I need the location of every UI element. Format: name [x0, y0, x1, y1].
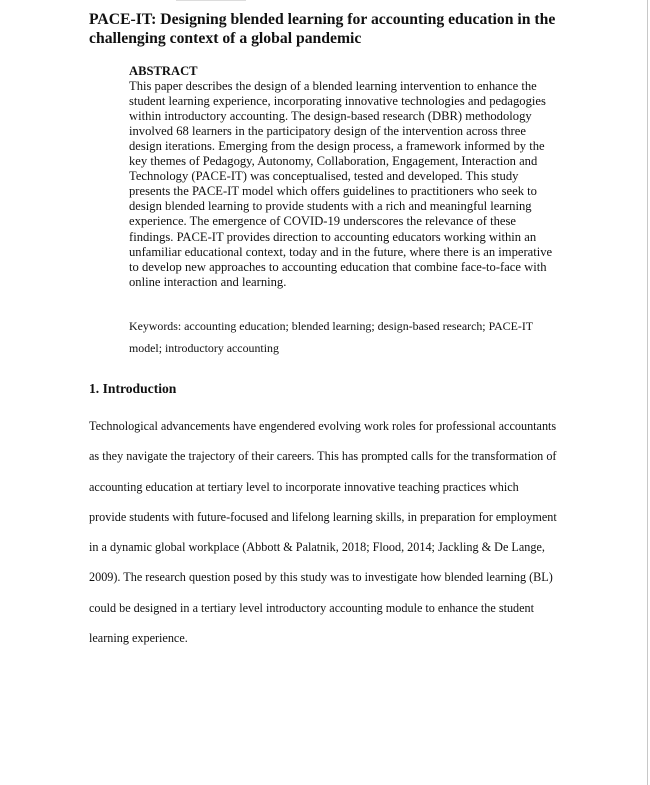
abstract-heading: ABSTRACT	[129, 64, 198, 78]
paper-title: PACE-IT: Designing blended learning for accounting education in the challenging context of a global pandemic	[89, 11, 556, 47]
page-edge-divider	[647, 0, 648, 785]
abstract-text: This paper describes the design of a blended learning intervention to enhance the student learning experience, incorporating innovative technologies and pedagogies within introductory accounting. The design-based research (DBR) methodology involved 68 learners in the participatory design of the intervention across three design iterations. Emerging from the design process, a framework informed by the key themes of Pedagogy, Autonomy, Collaboration, Engagement, Interaction and Technology (PACE-IT) was conceptualised, tested and developed. This study presents the PACE-IT model which offers guidelines to practitioners who seek to design blended learning to provide students with a rich and meaningful learning experience. The emergence of COVID-19 underscores the relevance of these findings. PACE-IT provides direction to accounting educators working within an unfamiliar educational context, today and in the future, where there is an imperative to develop new approaches to accounting education that combine face-to-face with online interaction and learning.	[129, 78, 553, 289]
keywords: Keywords: accounting education; blended learning; design-based research; PACE-IT model; introductory accounting	[129, 319, 533, 355]
introduction-paragraph: Technological advancements have engendered evolving work roles for professional accountants as they navigate the trajectory of their careers. This has prompted calls for the transformation of accounting education at tertiary level to incorporate innovative teaching practices which provide students with future-focused and lifelong learning skills, in preparation for employment in a dynamic global workplace (Abbott & Palatnik, 2018; Flood, 2014; Jackling & De Lange, 2009). The research question posed by this study was to investigate how blended learning (BL) could be designed in a tertiary level introductory accounting module to enhance the student learning experience.	[89, 419, 557, 646]
section-heading-introduction: 1. Introduction	[89, 381, 177, 396]
abstract-section	[129, 64, 561, 290]
previous-line-remnant	[176, 0, 246, 4]
